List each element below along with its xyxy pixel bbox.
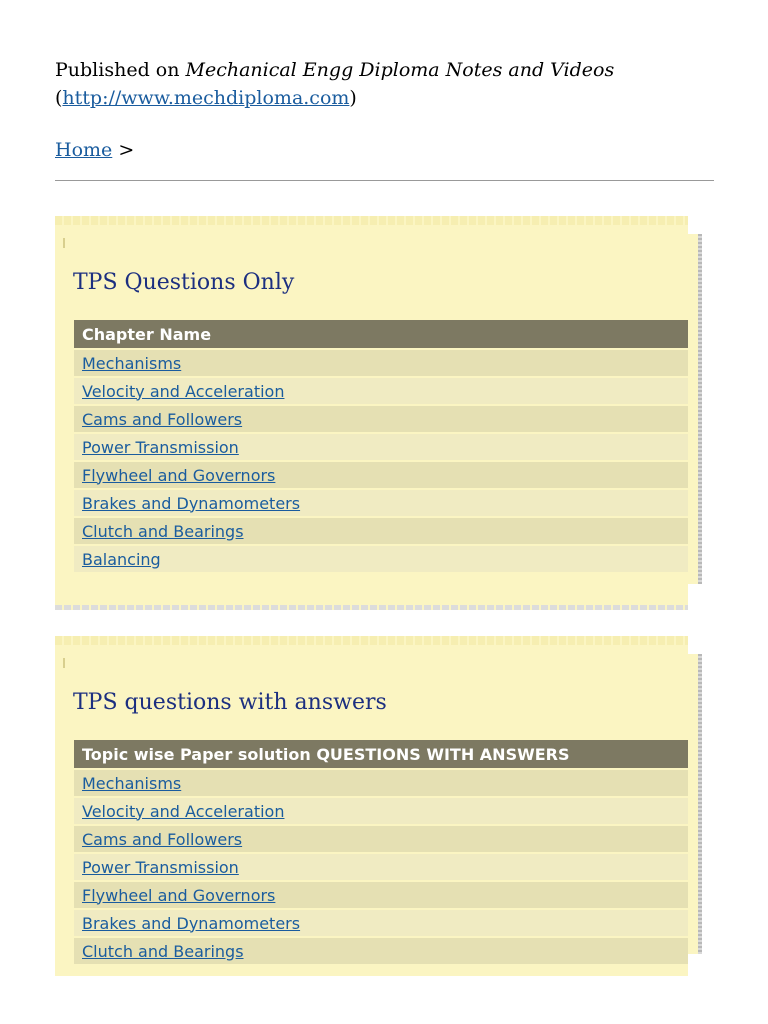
table-row — [74, 880, 688, 908]
topic-link-mechanisms[interactable]: Mechanisms — [82, 773, 182, 793]
table-row — [74, 460, 688, 488]
table-cell — [74, 880, 688, 908]
topic-link-power-transmission[interactable]: Power Transmission — [82, 857, 239, 877]
table-header-row — [74, 740, 688, 768]
chapter-link-power-transmission[interactable]: Power Transmission — [82, 437, 239, 457]
section-title: TPS questions with answers — [73, 690, 387, 715]
tps-questions-only-panel — [55, 216, 688, 606]
table-cell — [74, 376, 688, 404]
chapter-link-brakes-and-dynamometers[interactable]: Brakes and Dynamometers — [82, 493, 301, 513]
table-row — [74, 824, 688, 852]
column-header-topic-wise: Topic wise Paper solution QUESTIONS WITH ANSWERS — [74, 740, 688, 768]
panel-corner-mark — [63, 238, 65, 248]
topic-link-clutch-and-bearings[interactable]: Clutch and Bearings — [82, 941, 244, 961]
topic-link-brakes-and-dynamometers[interactable]: Brakes and Dynamometers — [82, 913, 301, 933]
table-row — [74, 852, 688, 880]
chapter-link-cams-and-followers[interactable]: Cams and Followers — [82, 409, 243, 429]
site-url-link[interactable]: http://www.mechdiploma.com — [62, 87, 350, 109]
chapter-link-balancing[interactable]: Balancing — [82, 549, 161, 569]
url-open-paren: ( — [55, 87, 63, 109]
chapter-link-velocity-and-acceleration[interactable]: Velocity and Acceleration — [82, 381, 285, 401]
table-cell — [74, 488, 688, 516]
published-prefix: Published on — [55, 59, 186, 81]
table-row — [74, 348, 688, 376]
published-line — [55, 56, 614, 112]
table-cell — [74, 460, 688, 488]
table-row — [74, 488, 688, 516]
topic-link-velocity-and-acceleration[interactable]: Velocity and Acceleration — [82, 801, 285, 821]
table-row — [74, 516, 688, 544]
chapter-link-clutch-and-bearings[interactable]: Clutch and Bearings — [82, 521, 244, 541]
table-cell — [74, 852, 688, 880]
section-title: TPS Questions Only — [73, 270, 295, 295]
table-row — [74, 936, 688, 964]
chapter-table — [74, 320, 688, 572]
table-row — [74, 376, 688, 404]
breadcrumb-home-link[interactable]: Home — [55, 139, 113, 161]
table-row — [74, 768, 688, 796]
header-divider — [55, 180, 714, 181]
table-header-row — [74, 320, 688, 348]
table-cell — [74, 516, 688, 544]
table-row — [74, 432, 688, 460]
table-row — [74, 908, 688, 936]
table-cell — [74, 824, 688, 852]
site-name: Mechanical Engg Diploma Notes and Videos — [185, 59, 615, 81]
table-cell — [74, 544, 688, 572]
tps-questions-with-answers-panel — [55, 636, 688, 976]
table-cell — [74, 348, 688, 376]
topic-link-cams-and-followers[interactable]: Cams and Followers — [82, 829, 243, 849]
panel-corner-mark — [63, 658, 65, 668]
table-cell — [74, 908, 688, 936]
table-cell — [74, 432, 688, 460]
chapter-link-flywheel-and-governors[interactable]: Flywheel and Governors — [82, 465, 276, 485]
table-cell — [74, 768, 688, 796]
panel-bottom-edge — [55, 605, 688, 610]
topic-link-flywheel-and-governors[interactable]: Flywheel and Governors — [82, 885, 276, 905]
table-cell — [74, 404, 688, 432]
table-row — [74, 796, 688, 824]
chapter-link-mechanisms[interactable]: Mechanisms — [82, 353, 182, 373]
table-row — [74, 404, 688, 432]
topic-table — [74, 740, 688, 964]
breadcrumb — [55, 136, 134, 164]
column-header-chapter-name: Chapter Name — [74, 320, 688, 348]
table-row — [74, 544, 688, 572]
breadcrumb-separator: > — [118, 139, 135, 161]
table-cell — [74, 796, 688, 824]
table-cell — [74, 936, 688, 964]
url-close-paren: ) — [349, 87, 357, 109]
